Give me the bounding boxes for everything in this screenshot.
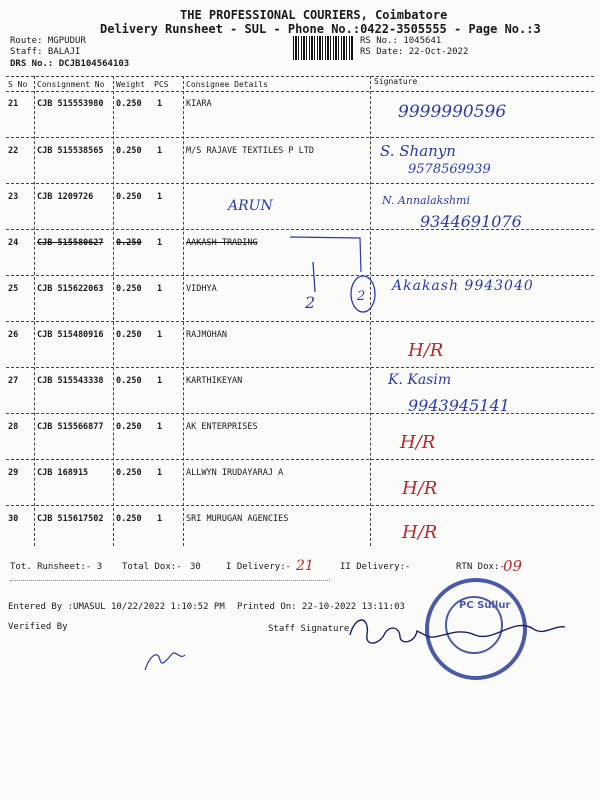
col-header-weight: Weight <box>116 80 145 89</box>
svg-text:2: 2 <box>305 293 316 312</box>
rs-date: RS Date: 22-Oct-2022 <box>360 47 469 57</box>
row-divider <box>6 229 594 230</box>
row-divider <box>6 183 594 184</box>
row-sno: 27 <box>8 376 19 386</box>
verified-by-label: Verified By <box>8 622 68 632</box>
row-divider <box>6 137 594 138</box>
row-sno: 21 <box>8 99 19 109</box>
row-divider <box>6 413 594 414</box>
row-consignment: CJB 168915 <box>37 468 89 478</box>
staff-signature-scribble-icon <box>345 605 575 655</box>
row-divider <box>6 367 594 368</box>
col-header-consignment: Consignment No <box>37 80 105 89</box>
barcode-image <box>293 36 353 60</box>
row-pcs: 1 <box>157 514 163 524</box>
row-weight: 0.250 <box>116 330 142 340</box>
stamp-text: PC Sullur <box>459 600 511 611</box>
row-pcs: 1 <box>157 192 163 202</box>
row-signature: K. Kasim <box>388 372 452 388</box>
row-sno: 30 <box>8 514 19 524</box>
row-divider <box>6 459 594 460</box>
row-consignment: CJB 515538565 <box>37 146 104 156</box>
row-signature: H/R <box>408 340 444 361</box>
row-signature: H/R <box>402 478 438 499</box>
header-bottom-border <box>6 91 594 92</box>
row-signature-phone: 9943945141 <box>408 396 510 415</box>
row-handwritten-note: ARUN <box>228 198 273 214</box>
rtn-dox-value: 09 <box>503 557 523 575</box>
row-pcs: 1 <box>157 238 163 248</box>
i-delivery-value: 21 <box>296 558 314 574</box>
row-weight: 0.250 <box>116 192 142 202</box>
row-consignee: ALLWYN IRUDAYARAJ A <box>186 468 284 478</box>
row-weight: 0.250 <box>116 99 142 109</box>
row-weight: 0.250 <box>116 284 142 294</box>
row-pcs: 1 <box>157 146 163 156</box>
row-consignee: VIDHYA <box>186 284 217 294</box>
col-divider <box>113 76 114 546</box>
row-weight: 0.250 <box>116 376 142 386</box>
row-signature-phone: 9578569939 <box>408 162 491 177</box>
row-sno: 25 <box>8 284 19 294</box>
row-consignee: AAKASH TRADING <box>186 238 258 248</box>
col-header-sno: S No <box>8 80 28 89</box>
row-consignee: KIARA <box>186 99 212 109</box>
row-consignee: RAJMOHAN <box>186 330 227 340</box>
handwritten-marks-icon <box>285 232 385 322</box>
row-pcs: 1 <box>157 330 163 340</box>
col-header-signature: Signature <box>374 77 418 86</box>
total-dox-label: Total Dox:- <box>122 562 182 572</box>
row-sno: 23 <box>8 192 19 202</box>
row-consignment: CJB 515580627 <box>37 238 104 248</box>
row-signature: 9999990596 <box>398 102 507 122</box>
i-delivery-label: I Delivery:- <box>226 562 292 572</box>
row-pcs: 1 <box>157 422 163 432</box>
row-consignee: AK ENTERPRISES <box>186 422 258 432</box>
row-consignment: CJB 515480916 <box>37 330 104 340</box>
row-consignment: CJB 515622063 <box>37 284 104 294</box>
row-weight: 0.250 <box>116 238 142 248</box>
staff-signature-label: Staff Signature <box>268 624 350 634</box>
row-consignee: KARTHIKEYAN <box>186 376 243 386</box>
total-dox-value: 30 <box>190 562 201 572</box>
row-sno: 26 <box>8 330 19 340</box>
rs-number: RS No.: 1045641 <box>360 36 442 46</box>
row-sno: 22 <box>8 146 19 156</box>
row-signature-phone: 9344691076 <box>420 212 522 231</box>
row-signature: N. Annalakshmi <box>382 194 471 207</box>
printed-on: Printed On: 22-10-2022 13:11:03 <box>237 602 405 612</box>
table-top-border <box>6 76 594 77</box>
col-divider <box>183 76 184 546</box>
staff-label: Staff: BALAJI <box>10 47 81 57</box>
row-weight: 0.250 <box>116 468 142 478</box>
row-consignee: SRI MURUGAN AGENCIES <box>186 514 289 524</box>
route-label: Route: MGPUDUR <box>10 36 86 46</box>
row-signature: S. Shanyn <box>380 142 456 160</box>
row-consignment: CJB 515566877 <box>37 422 104 432</box>
col-header-consignee: Consignee Details <box>186 80 268 89</box>
row-pcs: 1 <box>157 376 163 386</box>
total-runsheet: Tot. Runsheet:- 3 <box>10 562 103 572</box>
runsheet-title: Delivery Runsheet - SUL - Phone No.:0422-3505555 - Page No.:3 <box>100 22 541 36</box>
col-header-pcs: PCS <box>154 80 169 89</box>
row-consignment: CJB 515553980 <box>37 99 104 109</box>
rtn-dox-label: RTN Dox:- <box>456 562 505 572</box>
row-sno: 28 <box>8 422 19 432</box>
drs-number: DRS No.: DCJB104564103 <box>10 59 130 69</box>
row-pcs: 1 <box>157 468 163 478</box>
row-sno: 29 <box>8 468 19 478</box>
row-consignment: CJB 515543338 <box>37 376 104 386</box>
row-weight: 0.250 <box>116 146 142 156</box>
svg-text:2: 2 <box>357 289 366 304</box>
faded-print-line <box>10 580 330 587</box>
row-signature: H/R <box>400 432 436 453</box>
row-signature: Akakash 9943040 <box>392 278 534 294</box>
row-consignee: M/S RAJAVE TEXTILES P LTD <box>186 146 314 156</box>
row-consignment: CJB 1209726 <box>37 192 94 202</box>
col-divider <box>34 76 35 546</box>
row-pcs: 1 <box>157 99 163 109</box>
row-consignment: CJB 515617502 <box>37 514 104 524</box>
company-title: THE PROFESSIONAL COURIERS, Coimbatore <box>180 8 448 22</box>
row-weight: 0.250 <box>116 514 142 524</box>
row-weight: 0.250 <box>116 422 142 432</box>
row-sno: 24 <box>8 238 19 248</box>
ii-delivery-label: II Delivery:- <box>340 562 411 572</box>
entered-by: Entered By :UMASUL 10/22/2022 1:10:52 PM <box>8 602 225 612</box>
row-signature: H/R <box>402 522 438 543</box>
row-pcs: 1 <box>157 284 163 294</box>
verified-signature-scribble-icon <box>140 640 190 675</box>
row-divider <box>6 505 594 506</box>
